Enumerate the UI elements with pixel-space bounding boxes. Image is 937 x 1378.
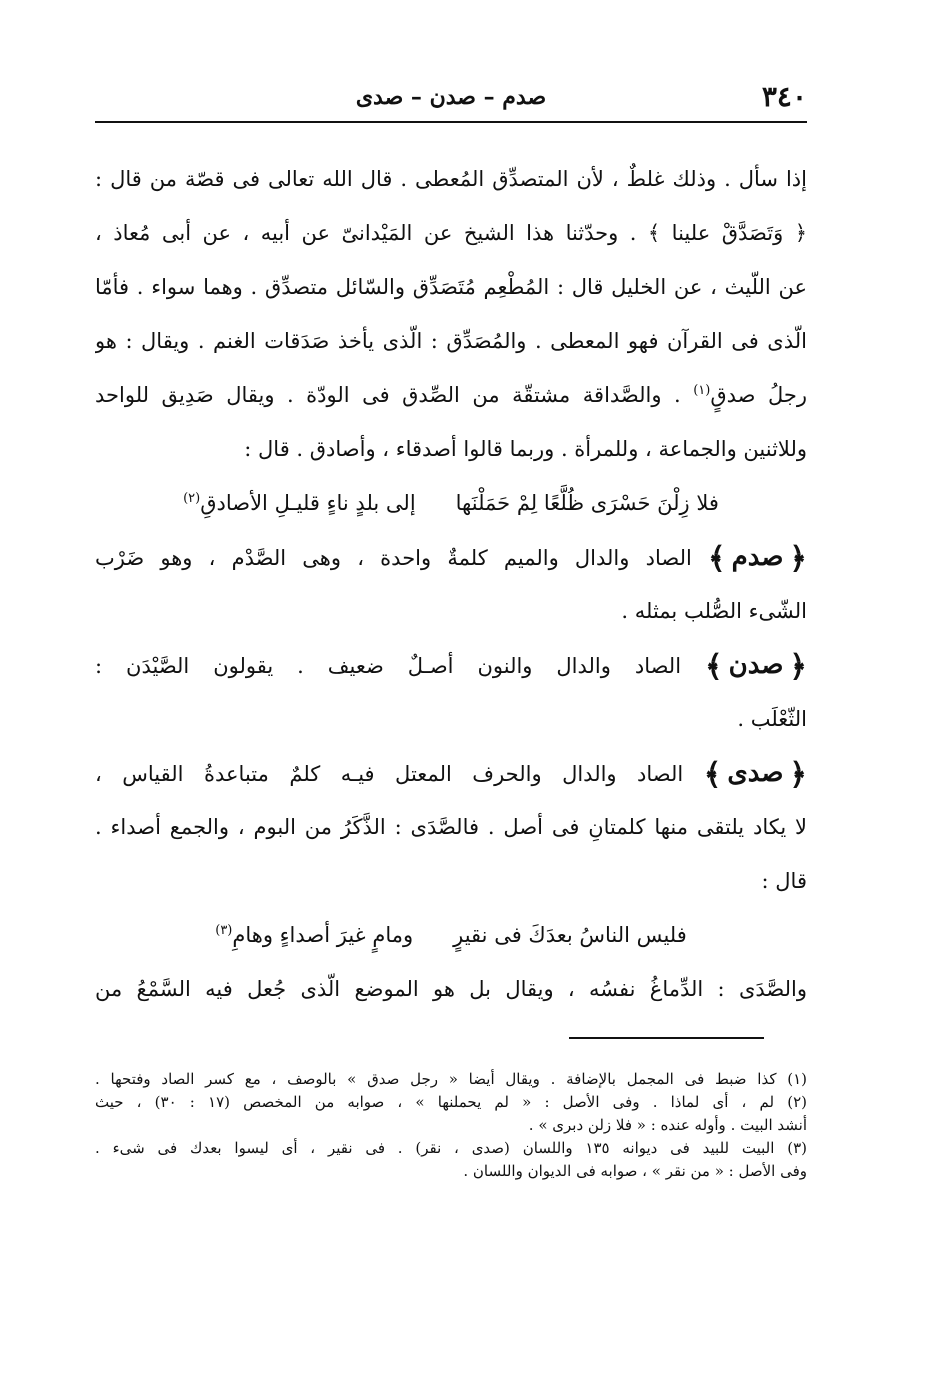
entry-sadan-line-2: الثّعْلَب . (737, 707, 807, 731)
footnote-ref-1: (١) (693, 383, 711, 398)
text-line-2: ﴿ وَتَصَدَّقْ علينا ﴾ . وحدّثنا هذا الشيخ عن المَيْدانىّ عن أبيه ، عن أبى مُعاذ ، (95, 221, 807, 245)
body-text (95, 152, 807, 1016)
verse-1 (95, 476, 807, 530)
footnotes (95, 1068, 807, 1183)
text-last-line: والصَّدَى : الدِّماغُ نفسُه ، ويقال بل هو الموضع الّذى جُعل فيه السَّمْعُ من (95, 977, 807, 1001)
entry-head-sada: صدى (727, 758, 784, 788)
footnote-2-cont: أنشد البيت . وأوله عنده : « فلا زلن دبرى » . (528, 1116, 807, 1134)
entry-sada-line-2: لا يكاد يلتقى منها كلمتانِ فى أصل . فالصَّدَى : الذَّكَرُ من البوم ، والجمع أصداء . (95, 815, 807, 839)
close-bracket-icon: ﴾ (705, 649, 723, 685)
entry-sadam-text: الصاد والدال والميم كلمةٌ واحدة ، وهى الصَّدْم ، وهو ضَرْب (95, 546, 692, 570)
verse-1-hemistich-2: إلى بلدٍ ناءٍ قليـلِ الأصادقِ$^{(٢)}$ (183, 491, 416, 515)
entry-sada-line-1 (95, 746, 807, 800)
footnote-1: (١) كذا ضبط فى المجمل بالإضافة . ويقال أيضا « رجل صدق » بالوصف ، مع كسر الصاد وفتحها . (95, 1070, 807, 1088)
footnote-2: (٢) لم ، أى لماذا . وفى الأصل : « لم يحملنها » ، صوابه من المخصص (١٧ : ٣٠) ، حيث (95, 1093, 807, 1111)
page-header (95, 78, 807, 118)
close-bracket-icon: ﴾ (703, 757, 722, 793)
footnote-3-cont: وفى الأصل : « من نقر » ، صوابه فى الديوان واللسان . (463, 1162, 807, 1180)
header-rule (95, 121, 807, 123)
open-bracket-icon: ﴿ (789, 757, 807, 793)
footnote-ref-2: (٢) (183, 491, 201, 506)
entry-sadan-text: الصاد والدال والنون أصـلٌ ضعيف . يقولون الصَّيْدَن : (95, 654, 682, 678)
open-bracket-icon: ﴿ (789, 541, 807, 577)
verse-1-hemistich-1: فلا زِلْنَ حَسْرَى ظُلَّعًا لِمْ حَمَلْنَها (455, 491, 719, 515)
text-line-5 (95, 368, 807, 422)
running-title: صدم – صدن – صدى (355, 84, 547, 110)
footnote-ref-3: (٣) (215, 923, 233, 938)
close-bracket-icon: ﴾ (708, 541, 726, 577)
verse-2 (95, 908, 807, 962)
text-line-5-content: رجلُ صدقٍ$^{(١)}$ . والصَّداقة مشتقّة من الصِّدق فى الودّة . ويقال صَدِيق للواحد (95, 383, 807, 407)
entry-sadan-line-1 (95, 638, 807, 692)
entry-sadam-line-2: الشّىء الصُّلب بمثله . (621, 599, 807, 623)
verse-2-hemistich-2: ومامٍ غيرَ أصداءٍ وهامِ$^{(٣)}$ (215, 923, 414, 947)
entry-head-sadam: صدم (731, 542, 784, 572)
entry-sada-text: الصاد والدال والحرف المعتل فيـه كلمٌ متباعدةُ القياس ، (95, 762, 684, 786)
open-bracket-icon: ﴿ (789, 649, 807, 685)
footnote-3: (٣) البيت للبيد فى ديوانه ١٣٥ واللسان (صدى ، نقر) . فى نقير ، أى ليسوا بعدك فى شىء . (95, 1139, 807, 1157)
footnote-rule (569, 1037, 764, 1039)
entry-head-sadan: صدن (728, 650, 784, 680)
page-number: ٣٤٠ (761, 80, 807, 113)
text-line-4: الّذى فى القرآن فهو المعطى . والمُصَدِّق : الّذى يأخذ صَدَقات الغنم . ويقال : هو (95, 329, 807, 353)
text-line-3: عن اللّيث ، عن الخليل قال : المُطْعِم مُتَصَدِّق والسّائل متصدِّق . وهما سواء . فأمّا (95, 275, 807, 299)
entry-sadam-line-1 (95, 530, 807, 584)
text-line-1: إذا سأل . وذلك غلطٌ ، لأن المتصدِّق المُعطى . قال الله تعالى فى قصّة من قال : (95, 167, 807, 191)
entry-sada-line-3: قال : (761, 869, 807, 893)
verse-2-hemistich-1: فليس الناسُ بعدَكَ فى نقيرٍ (453, 923, 687, 947)
text-line-6: وللاثنين والجماعة ، وللمرأة . وربما قالوا أصدقاء ، وأصادق . قال : (244, 437, 807, 461)
